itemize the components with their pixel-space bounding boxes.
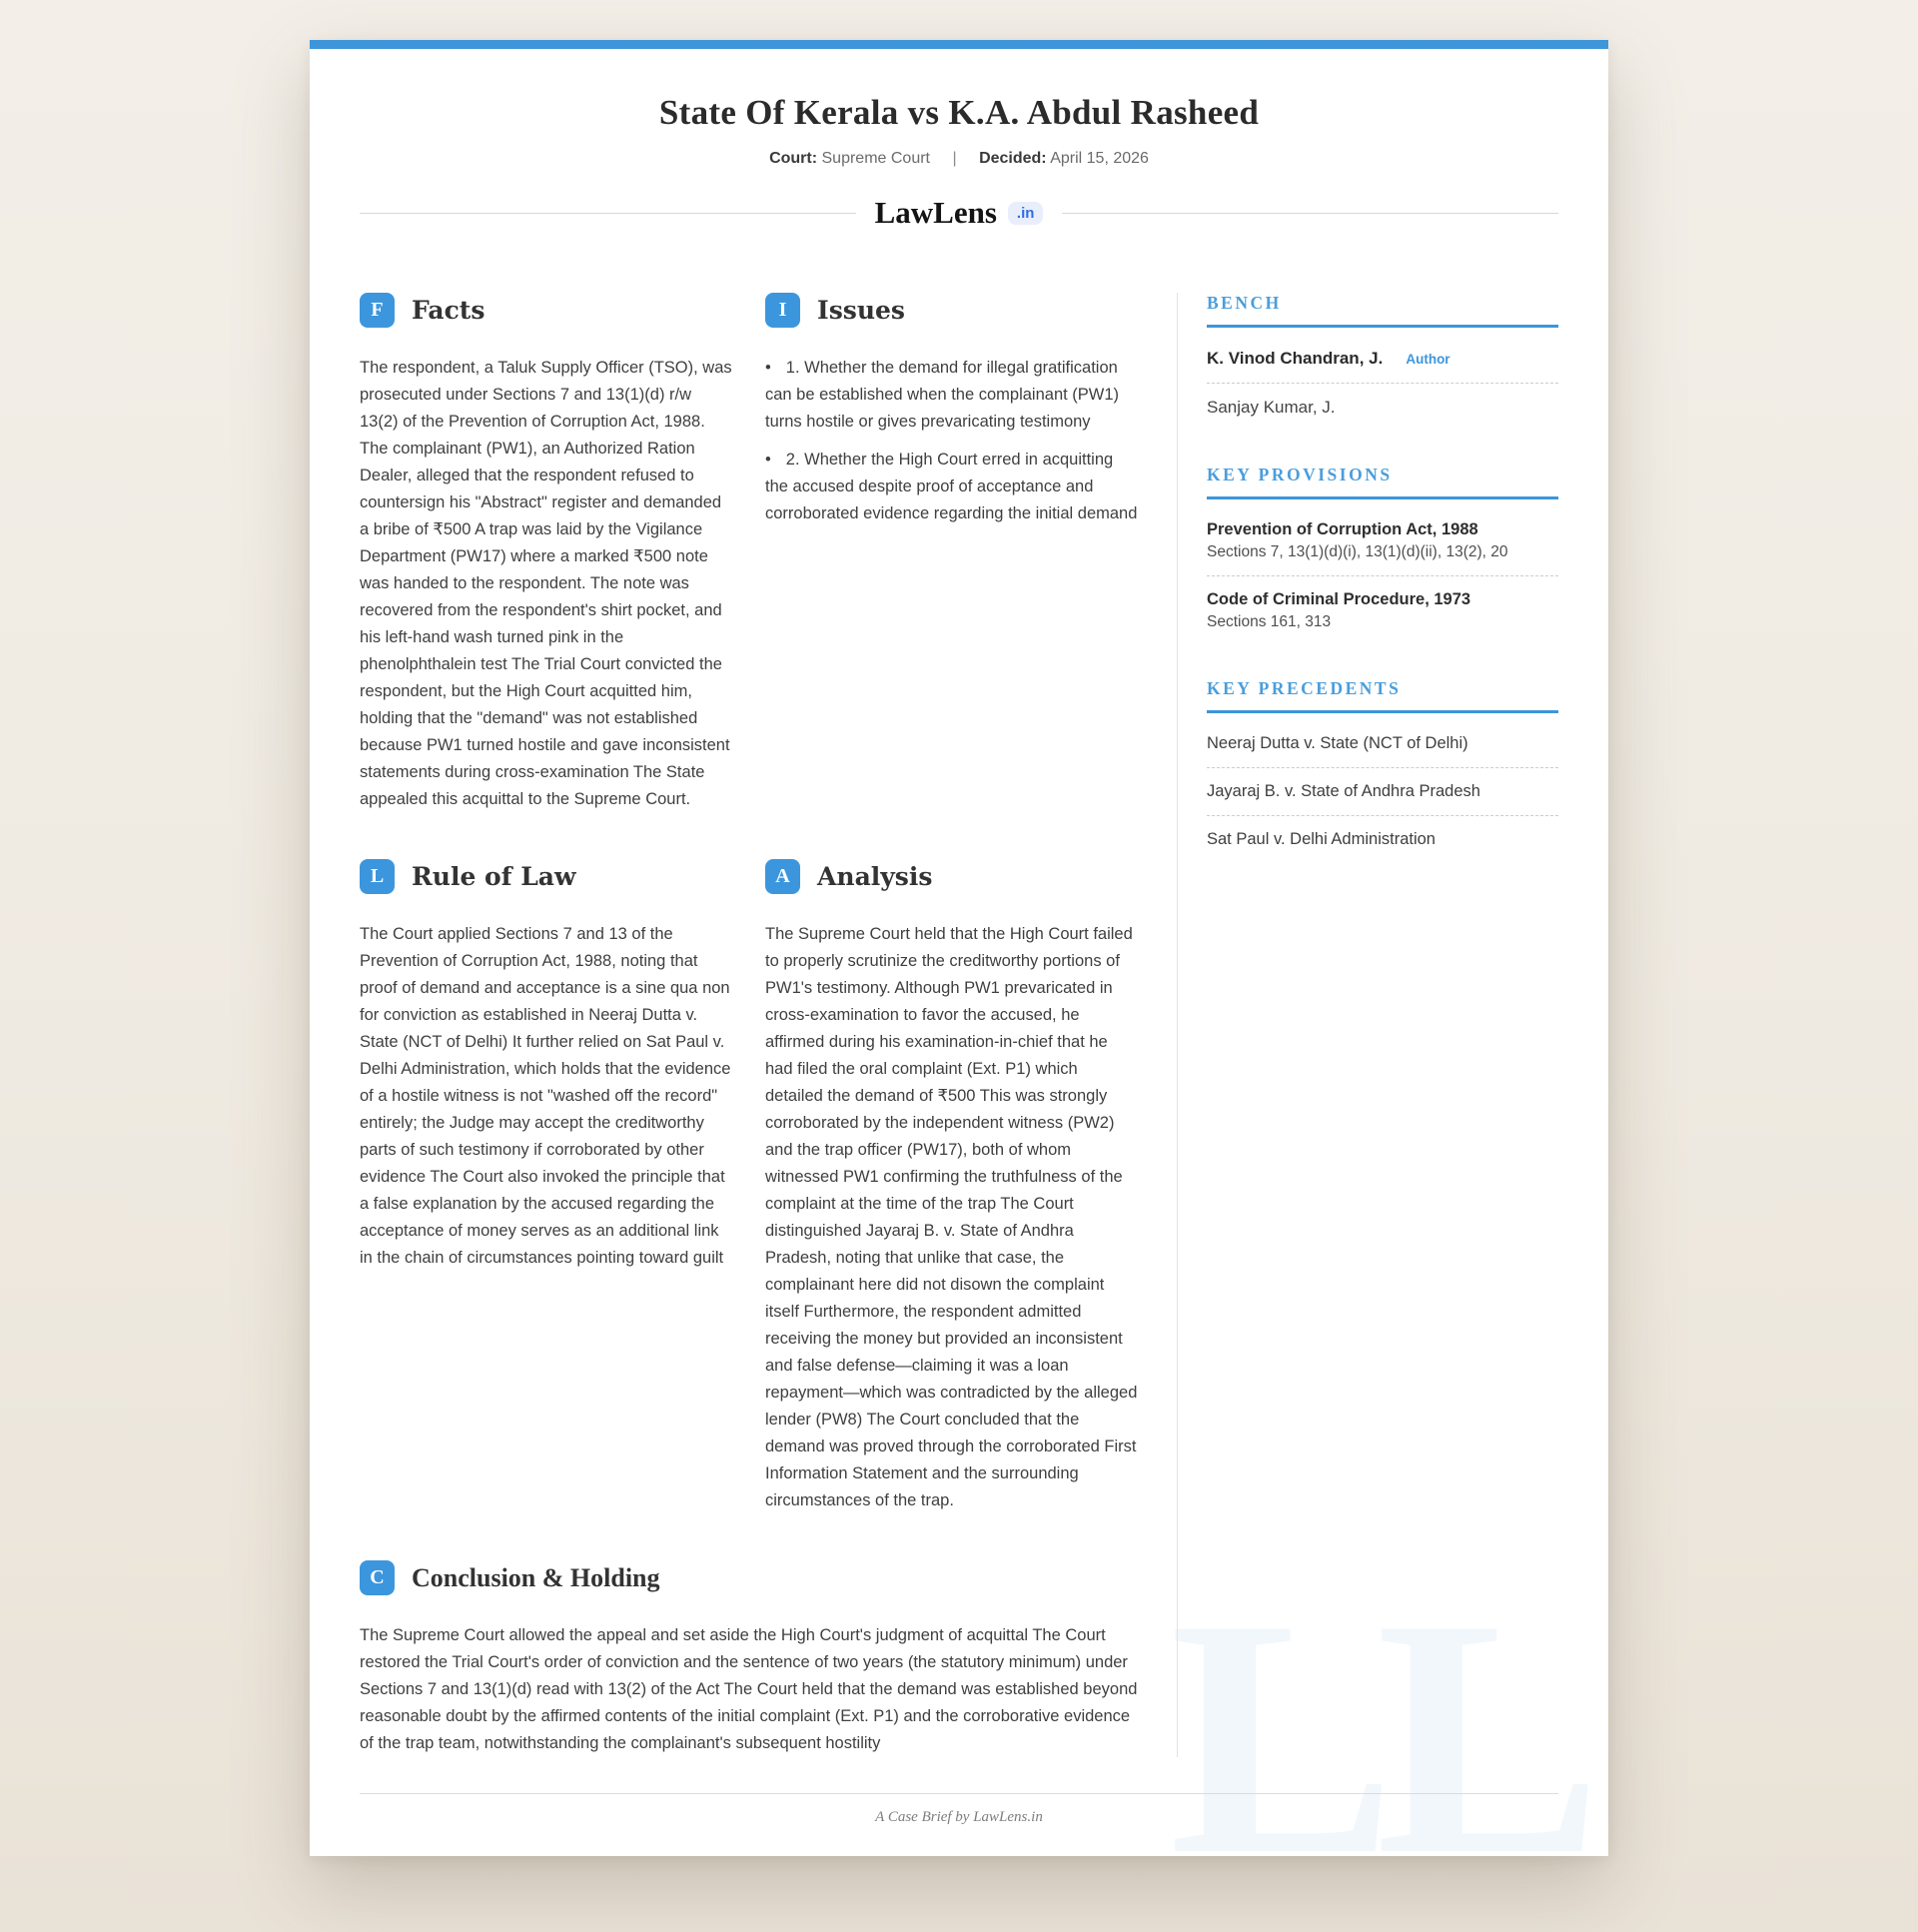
precedent-item: Sat Paul v. Delhi Administration: [1207, 830, 1436, 848]
conclusion-header: [360, 1560, 1139, 1595]
issues-title: Issues: [817, 296, 906, 325]
analysis-header: [765, 859, 1139, 894]
judge-name: Sanjay Kumar, J.: [1207, 398, 1336, 417]
court-value: Supreme Court: [821, 150, 930, 167]
rule-of-law-header: [360, 859, 733, 894]
issue-item: [765, 355, 1139, 436]
judge-name: K. Vinod Chandran, J.: [1207, 349, 1384, 368]
issues-list: [765, 355, 1139, 527]
footer-credit: A Case Brief by LawLens.in: [875, 1809, 1043, 1825]
page-background: [0, 40, 1918, 1932]
rule-of-law-title: Rule of Law: [412, 862, 576, 891]
content-grid: [360, 293, 1558, 1757]
key-provisions-block: [1207, 465, 1558, 631]
bench-block: [1207, 293, 1558, 418]
precedent-item: Jayaraj B. v. State of Andhra Pradesh: [1207, 782, 1480, 800]
conclusion-body: The Supreme Court allowed the appeal and set aside the High Court's judgment of acquittal The Court restored the Trial Court's order of conviction and the sentence of two years (the statutory minimum) under Sections 7 and 13(1)(d) read with 13(2) of the Act The Court held that the demand was established beyond reasonable doubt by the affirmed contents of the initial complaint (Ext. P1) and the corroborative evidence of the trap team, notwithstanding the complainant's subsequent hostility: [360, 1626, 1138, 1752]
analysis-section: [765, 859, 1139, 1514]
footer-divider: [360, 1793, 1558, 1794]
case-brief-card: [310, 40, 1608, 1856]
precedent-item: Neeraj Dutta v. State (NCT of Delhi): [1207, 734, 1468, 752]
decided-value: April 15, 2026: [1050, 150, 1149, 167]
key-precedents-title: KEY PRECEDENTS: [1207, 678, 1558, 713]
author-tag: Author: [1406, 351, 1450, 367]
provision-item: [1207, 590, 1558, 631]
bench-title: BENCH: [1207, 293, 1558, 328]
provision-sections: Sections 161, 313: [1207, 613, 1332, 630]
conclusion-icon: C: [360, 1560, 395, 1595]
court-label: Court:: [769, 150, 818, 167]
issue-item-text: 2. Whether the High Court erred in acquitting the accused despite proof of acceptance and corroborated evidence regarding the initial demand: [765, 451, 1138, 522]
dashed-divider: [1207, 383, 1558, 384]
provision-item: [1207, 520, 1558, 561]
page-title: State Of Kerala vs K.A. Abdul Rasheed: [658, 93, 1260, 132]
provision-sections: Sections 7, 13(1)(d)(i), 13(1)(d)(ii), 13(2), 20: [1207, 543, 1508, 560]
issues-section: [765, 293, 1139, 813]
header: [360, 49, 1558, 231]
dashed-divider: [1207, 815, 1558, 816]
lawlens-watermark: LL: [1169, 1548, 1582, 1856]
dashed-divider: [1207, 767, 1558, 768]
logo: [856, 195, 1063, 231]
rule-of-law-icon: L: [360, 859, 395, 894]
logo-divider-row: [360, 195, 1558, 231]
facts-issues-row: [360, 293, 1139, 813]
dashed-divider: [1207, 575, 1558, 576]
facts-icon: F: [360, 293, 395, 328]
logo-in-badge: .in: [1008, 202, 1044, 225]
logo-wordmark: LawLens: [874, 195, 997, 230]
main-column: [360, 293, 1139, 1757]
analysis-icon: A: [765, 859, 800, 894]
issues-header: [765, 293, 1139, 328]
sidebar: [1177, 293, 1558, 1757]
rule-of-law-section: [360, 859, 733, 1514]
rule-analysis-row: [360, 859, 1139, 1514]
judge-row: [1207, 349, 1558, 369]
key-provisions-title: KEY PROVISIONS: [1207, 465, 1558, 499]
decided-label: Decided:: [979, 150, 1047, 167]
issues-icon: I: [765, 293, 800, 328]
provision-act: Code of Criminal Procedure, 1973: [1207, 590, 1471, 608]
analysis-body: The Supreme Court held that the High Court failed to properly scrutinize the creditworthy portions of PW1's testimony. Although PW1 prevaricated in cross-examination to favor the accused, he affirmed during his examination-in-chief that he had filed the oral complaint (Ext. P1) which detailed the demand of ₹500 This was strongly corroborated by the independent witness (PW2) and the trap officer (PW17), both of whom witnessed PW1 confirming the truthfulness of the complaint at the time of the trap The Court distinguished Jayaraj B. v. State of Andhra Pradesh, noting that unlike that case, the complainant here did not disown the complaint itself Furthermore, the respondent admitted receiving the money but provided an inconsistent and false defense—claiming it was a loan repayment—which was contradicted by the alleged lender (PW8) The Court concluded that the demand was proved through the corroborated First Information Statement and the surrounding circumstances of the trap.: [765, 925, 1138, 1509]
conclusion-title: Conclusion & Holding: [412, 1562, 660, 1592]
issue-item: [765, 447, 1139, 527]
meta-separator: |: [952, 150, 957, 167]
issue-item-text: 1. Whether the demand for illegal gratification can be established when the complainant (PW1) turns hostile or gives prevaricating testimony: [765, 359, 1120, 431]
provision-act: Prevention of Corruption Act, 1988: [1207, 520, 1478, 538]
judge-row: [1207, 398, 1558, 418]
key-precedents-block: [1207, 678, 1558, 849]
facts-header: [360, 293, 733, 328]
rule-of-law-body: The Court applied Sections 7 and 13 of the Prevention of Corruption Act, 1988, noting that proof of demand and acceptance is a sine qua non for conviction as established in Neeraj Dutta v. State (NCT of Delhi) It further relied on Sat Paul v. Delhi Administration, which holds that the evidence of a hostile witness is not "washed off the record" entirely; the Judge may accept the creditworthy parts of such testimony if corroborated by other evidence The Court also invoked the principle that a false explanation by the accused regarding the acceptance of money serves as an additional link in the chain of circumstances pointing toward guilt: [360, 925, 731, 1267]
facts-section: [360, 293, 733, 813]
case-meta: [360, 150, 1558, 168]
analysis-title: Analysis: [817, 862, 933, 891]
conclusion-section: [360, 1560, 1139, 1757]
facts-title: Facts: [412, 296, 485, 325]
facts-body: The respondent, a Taluk Supply Officer (TSO), was prosecuted under Sections 7 and 13(1)(d) r/w 13(2) of the Prevention of Corruption Act, 1988. The complainant (PW1), an Authorized Ration Dealer, alleged that the respondent refused to countersign his "Abstract" register and demanded a bribe of ₹500 A trap was laid by the Vigilance Department (PW17) where a marked ₹500 note was handed to the respondent. The note was recovered from the respondent's shirt pocket, and his left-hand wash turned pink in the phenolphthalein test The Trial Court convicted the respondent, but the High Court acquitted him, holding that the "demand" was not established because PW1 turned hostile and gave inconsistent statements during cross-examination The State appealed this acquittal to the Supreme Court.: [360, 359, 732, 808]
